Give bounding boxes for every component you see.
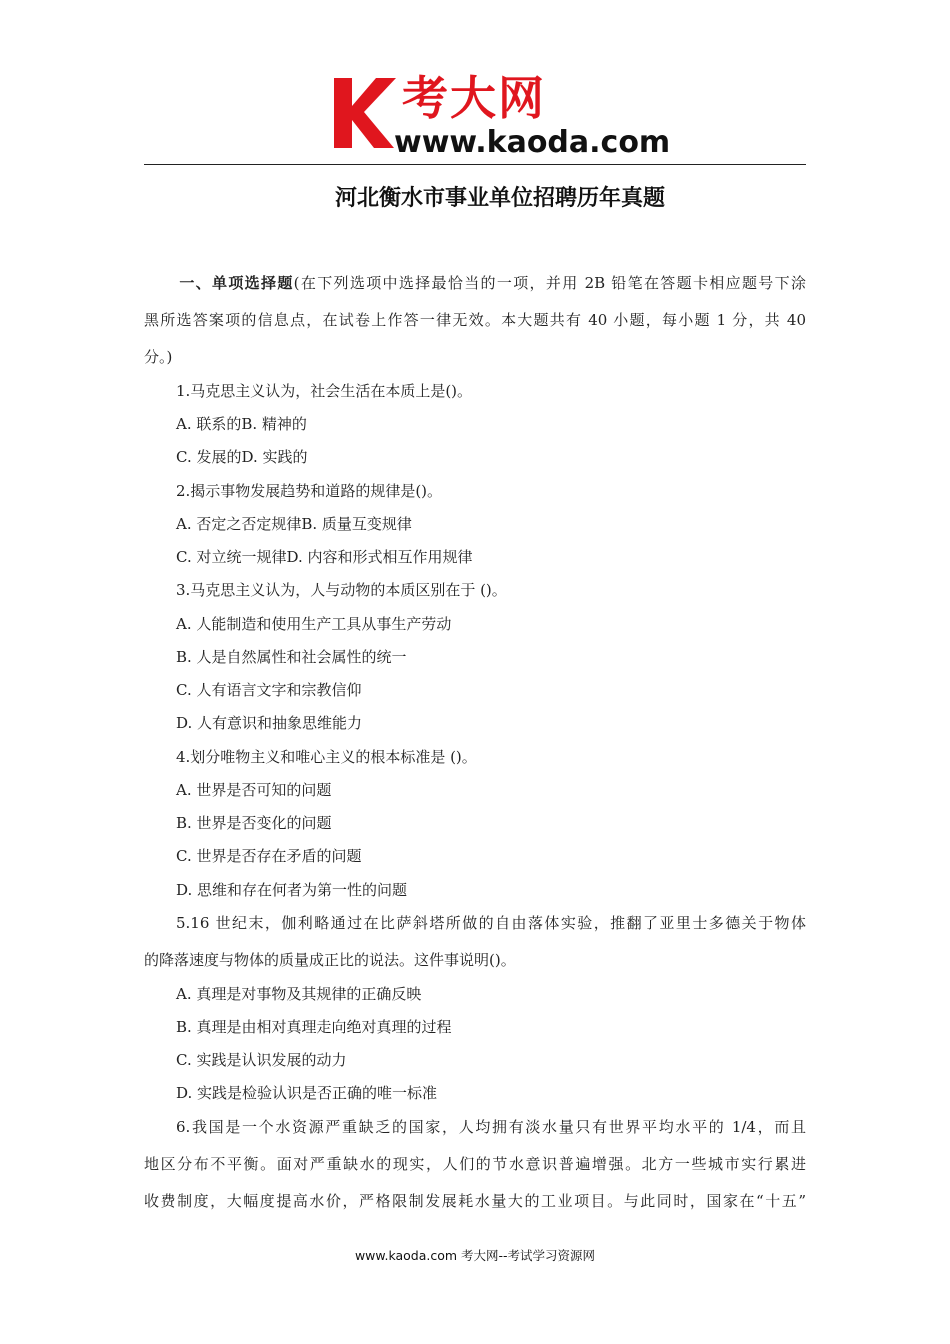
section-heading: 一、单项选择题 [178,274,294,292]
header-divider [144,164,806,165]
question-1-options-ab: A. 联系的B. 精神的 [176,415,307,433]
question-2-stem: 2.揭示事物发展趋势和道路的规律是()。 [176,482,443,500]
question-4-stem: 4.划分唯物主义和唯心主义的根本标准是 ()。 [176,748,477,766]
question-5-stem-line-2: 的降落速度与物体的质量成正比的说法。这件事说明()。 [144,951,516,969]
question-4-option-b: B. 世界是否变化的问题 [176,814,332,832]
question-1-stem: 1.马克思主义认为，社会生活在本质上是()。 [176,382,473,400]
question-5-stem-line-1: 5.16 世纪末，伽利略通过在比萨斜塔所做的自由落体实验，推翻了亚里士多德关于物体 [176,914,806,932]
question-4-option-d: D. 思维和存在何者为第一性的问题 [176,881,408,899]
logo-url: www.kaoda.com [394,125,671,160]
question-2-options-ab: A. 否定之否定规律B. 质量互变规律 [176,515,412,533]
question-6-stem-line-1: 6.我国是一个水资源严重缺乏的国家，人均拥有淡水量只有世界平均水平的 1/4，而且 [176,1118,806,1136]
question-5-option-b: B. 真理是由相对真理走向绝对真理的过程 [176,1018,452,1036]
question-6-stem-line-2: 地区分布不平衡。面对严重缺水的现实，人们的节水意识普遍增强。北方一些城市实行累进 [144,1155,806,1173]
page-footer[interactable]: www.kaoda.com 考大网--考试学习资源网 [354,1248,596,1263]
question-3-option-b: B. 人是自然属性和社会属性的统一 [176,648,407,666]
question-4-option-a: A. 世界是否可知的问题 [176,781,332,799]
document-title: 河北衡水市事业单位招聘历年真题 [334,186,665,211]
question-5-option-d: D. 实践是检验认识是否正确的唯一标准 [176,1084,438,1102]
kaoda-logo[interactable] [330,71,671,162]
question-2-options-cd: C. 对立统一规律D. 内容和形式相互作用规律 [176,548,473,566]
question-6-stem-line-3: 收费制度，大幅度提高水价，严格限制发展耗水量大的工业项目。与此同时，国家在“十五” [144,1192,806,1210]
question-3-option-d: D. 人有意识和抽象思维能力 [176,714,363,732]
question-5-option-c: C. 实践是认识发展的动力 [176,1051,347,1069]
section-intro-line-3: 分。) [144,348,173,366]
logo-text: 考大网 [402,71,546,125]
section-intro-line-2: 黑所选答案项的信息点，在试卷上作答一律无效。本大题共有 40 小题，每小题 1 分，共 40 [144,311,806,329]
question-3-option-a: A. 人能制造和使用生产工具从事生产劳动 [176,615,452,633]
question-5-option-a: A. 真理是对事物及其规律的正确反映 [176,985,422,1003]
question-1-options-cd: C. 发展的D. 实践的 [176,448,308,466]
question-3-stem: 3.马克思主义认为，人与动物的本质区别在于 ()。 [176,581,507,599]
logo-k-icon [330,72,400,152]
question-3-option-c: C. 人有语言文字和宗教信仰 [176,681,362,699]
question-4-option-c: C. 世界是否存在矛盾的问题 [176,847,362,865]
section-intro-line-1: 一、单项选择题(在下列选项中选择最恰当的一项，并用 2B 铅笔在答题卡相应题号下涂 [178,274,806,292]
